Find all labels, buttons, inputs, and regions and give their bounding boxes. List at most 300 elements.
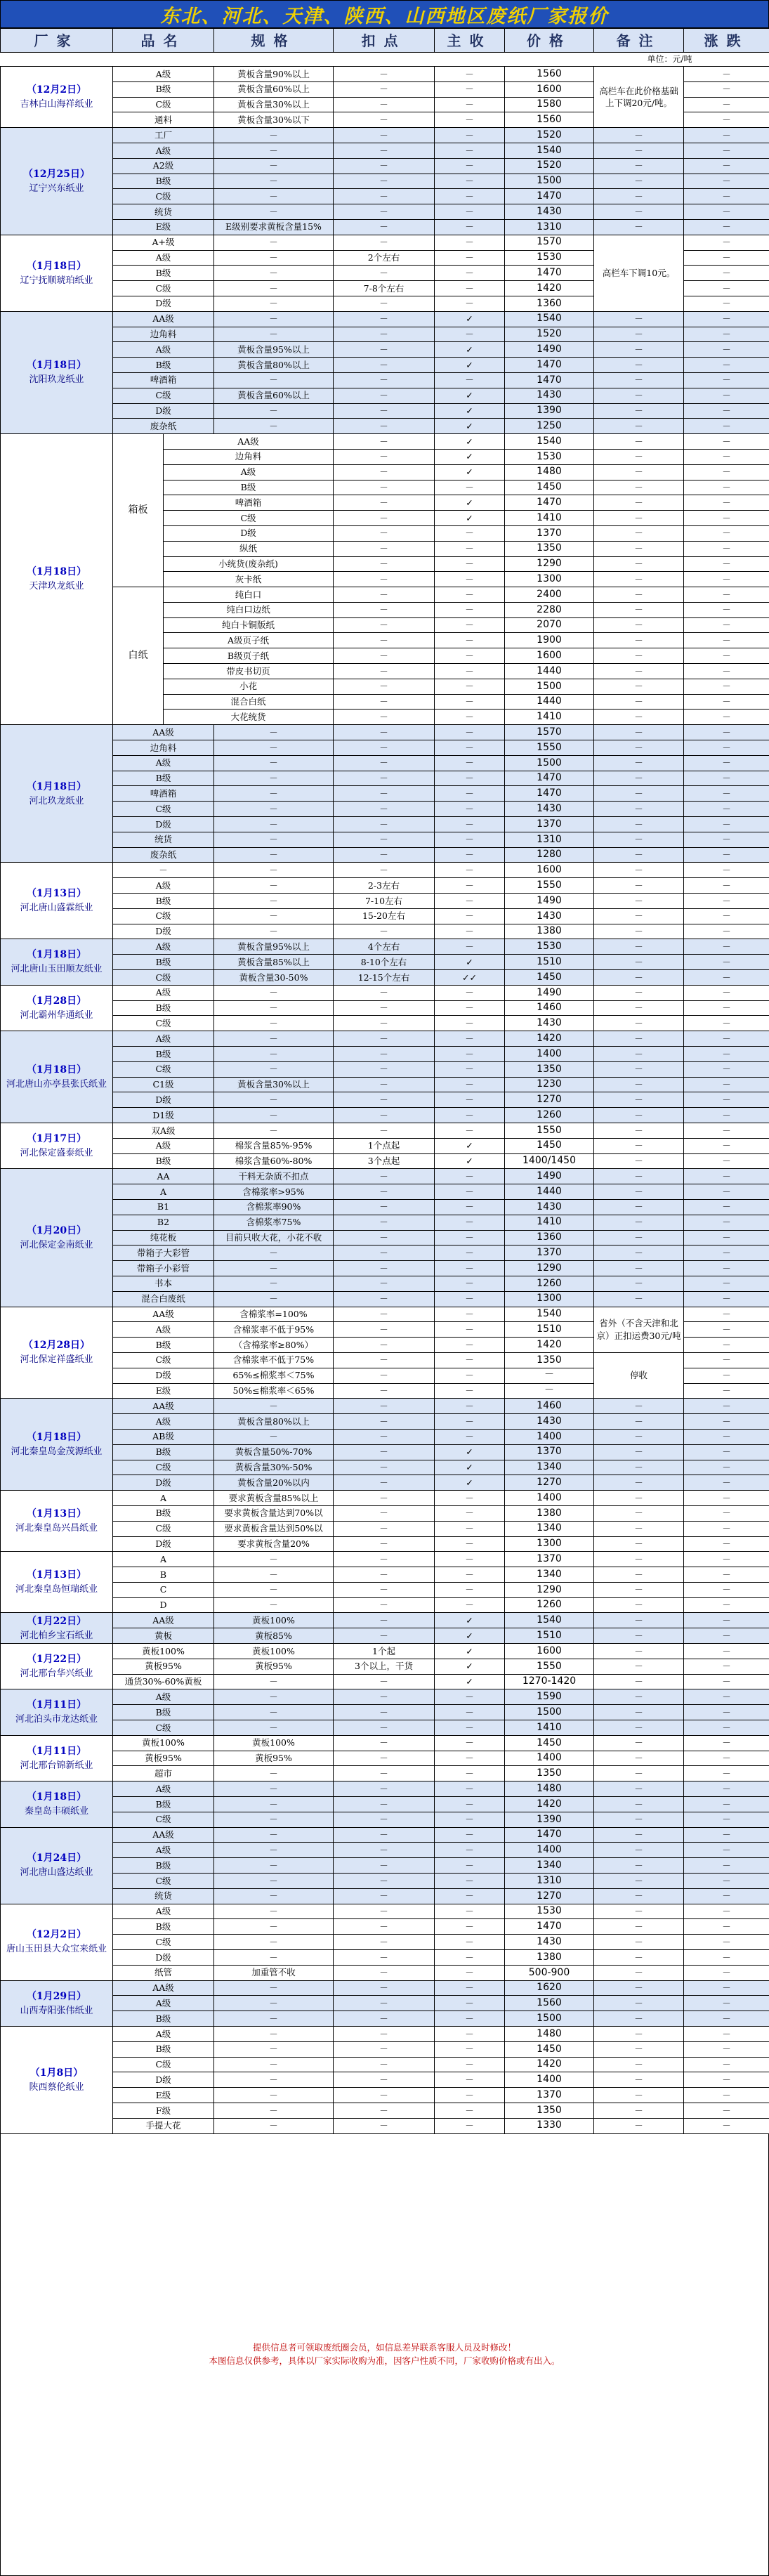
change-cell: － <box>684 1383 769 1399</box>
product-cell: A <box>113 1184 214 1200</box>
price-cell: 1410 <box>505 1720 594 1736</box>
change-cell: － <box>684 1843 769 1858</box>
deduction-cell: － <box>334 1843 435 1858</box>
main-cell: ✓ <box>435 1674 505 1689</box>
main-cell: － <box>435 1108 505 1123</box>
main-cell: － <box>435 939 505 955</box>
product-cell: A级 <box>113 143 214 158</box>
product-cell: A级页子纸 <box>164 633 334 648</box>
deduction-cell: － <box>334 740 435 756</box>
main-cell: － <box>435 1322 505 1338</box>
deduction-cell: － <box>334 1919 435 1935</box>
note-cell: － <box>594 648 684 664</box>
deduction-cell: － <box>334 771 435 786</box>
change-cell: － <box>684 1475 769 1491</box>
note-cell: － <box>594 1444 684 1460</box>
note-cell: － <box>594 1505 684 1521</box>
company-name: 河北保定金南纸业 <box>20 1239 93 1250</box>
product-cell: 黄板100% <box>113 1644 214 1659</box>
note-cell: － <box>594 556 684 572</box>
spec-cell: － <box>214 1061 334 1077</box>
company-cell <box>1 67 113 128</box>
table-row <box>1 817 769 832</box>
price-cell: 1440 <box>505 694 594 710</box>
main-cell: ✓ <box>435 1659 505 1674</box>
deduction-cell: － <box>334 235 435 250</box>
main-cell: ✓ <box>435 1644 505 1659</box>
price-cell: 1290 <box>505 556 594 572</box>
product-cell: F级 <box>113 2103 214 2118</box>
change-cell: － <box>684 1123 769 1138</box>
table-row <box>1 1291 769 1307</box>
deduction-cell: － <box>334 1338 435 1353</box>
change-cell: － <box>684 1215 769 1230</box>
deduction-cell: － <box>334 1950 435 1966</box>
main-cell: ✓ <box>435 311 505 327</box>
spec-cell: 黄板含量50%-70% <box>214 1444 334 1460</box>
spec-cell: － <box>214 2072 334 2088</box>
spec-cell: － <box>214 2088 334 2103</box>
spec-cell: 黄板含量60%以上 <box>214 81 334 97</box>
note-cell: － <box>594 878 684 894</box>
price-cell: 1370 <box>505 525 594 541</box>
deduction-cell: － <box>334 266 435 281</box>
table-row <box>1 740 769 756</box>
change-cell: － <box>684 449 769 464</box>
company-date: （1月18日） <box>26 949 87 961</box>
change-cell: － <box>684 1720 769 1736</box>
deduction-cell: － <box>334 1261 435 1276</box>
table-row <box>1 1307 769 1322</box>
product-cell: A级 <box>113 1031 214 1047</box>
deduction-cell: － <box>334 1322 435 1338</box>
price-cell: 1380 <box>505 1950 594 1966</box>
change-cell: － <box>684 817 769 832</box>
product-cell: A级 <box>113 1138 214 1153</box>
deduction-cell: － <box>334 1552 435 1567</box>
price-cell: 1300 <box>505 572 594 587</box>
table-row <box>1 128 769 143</box>
company-name: 河北唐山亦亭县张氏纸业 <box>6 1078 107 1090</box>
spec-cell: － <box>214 1935 334 1950</box>
product-cell: B级 <box>113 2041 214 2057</box>
product-cell: C级 <box>113 908 214 924</box>
change-cell: － <box>684 495 769 511</box>
change-cell: － <box>684 2118 769 2133</box>
note-cell: － <box>594 143 684 158</box>
note-cell: － <box>594 633 684 648</box>
table-row <box>1 1061 769 1077</box>
table-row <box>1 1460 769 1475</box>
table-row <box>1 786 769 802</box>
note-cell: － <box>594 771 684 786</box>
price-cell: 1480 <box>505 464 594 480</box>
spec-cell: 黄板85% <box>214 1628 334 1644</box>
note-cell: － <box>594 1827 684 1843</box>
change-cell: － <box>684 648 769 664</box>
change-cell: － <box>684 1169 769 1184</box>
deduction-cell: － <box>334 786 435 802</box>
note-cell: － <box>594 755 684 771</box>
deduction-cell: － <box>334 1613 435 1628</box>
note-cell: － <box>594 449 684 464</box>
deduction-cell: － <box>334 1827 435 1843</box>
price-cell: 1560 <box>505 112 594 128</box>
main-cell: － <box>435 266 505 281</box>
spec-cell: 含棉浆率75% <box>214 1215 334 1230</box>
header-product: 品名 <box>113 29 214 53</box>
price-cell: 1470 <box>505 786 594 802</box>
spec-cell: － <box>214 235 334 250</box>
deduction-cell: － <box>334 617 435 633</box>
main-cell: ✓✓ <box>435 970 505 986</box>
main-cell: － <box>435 694 505 710</box>
main-cell: － <box>435 1797 505 1812</box>
price-cell: 1400 <box>505 1491 594 1506</box>
change-cell: － <box>684 311 769 327</box>
table-row <box>1 1536 769 1552</box>
price-cell: 1410 <box>505 710 594 725</box>
note-cell: － <box>594 1521 684 1536</box>
price-cell: 1500 <box>505 755 594 771</box>
change-cell: － <box>684 1827 769 1843</box>
price-cell: 1450 <box>505 1735 594 1751</box>
note-cell: － <box>594 572 684 587</box>
deduction-cell: － <box>334 725 435 740</box>
company-date: （1月18日） <box>26 260 87 272</box>
main-cell: － <box>435 1215 505 1230</box>
spec-cell: 黄板95% <box>214 1751 334 1766</box>
price-cell: 1270 <box>505 1888 594 1904</box>
table-row <box>1 1751 769 1766</box>
table-row <box>1 143 769 158</box>
product-cell: 纯白口 <box>164 587 334 603</box>
main-cell: － <box>435 1016 505 1031</box>
spec-cell: － <box>214 1874 334 1889</box>
product-cell: 黄板 <box>113 1628 214 1644</box>
note-cell: － <box>594 1965 684 1980</box>
change-cell: － <box>684 112 769 128</box>
main-cell: － <box>435 81 505 97</box>
note-cell: － <box>594 1199 684 1215</box>
note-cell: － <box>594 403 684 419</box>
product-cell: 小花 <box>164 679 334 694</box>
footer-line-2: 本图信息仅供参考，具体以厂家实际收购为准，因客户性质不同，厂家收购价格或有出入。 <box>209 2355 560 2366</box>
note-cell: － <box>594 1919 684 1935</box>
spec-cell: － <box>214 174 334 189</box>
main-cell: － <box>435 2072 505 2088</box>
deduction-cell: － <box>334 449 435 464</box>
note-cell: － <box>594 1552 684 1567</box>
note-cell: 高栏车在此价格基础上下调20元/吨。 <box>594 67 684 128</box>
deduction-cell: － <box>334 372 435 388</box>
company-date: （1月11日） <box>26 1699 87 1711</box>
table-row <box>1 189 769 204</box>
table-row <box>1 2088 769 2103</box>
main-cell: － <box>435 2041 505 2057</box>
change-cell: － <box>684 1996 769 2011</box>
main-cell: － <box>435 1521 505 1536</box>
table-row <box>1 1888 769 1904</box>
product-cell: C级 <box>113 388 214 403</box>
table-row <box>1 434 769 450</box>
product-cell: B级 <box>113 2011 214 2027</box>
note-cell: － <box>594 358 684 373</box>
product-cell: C级 <box>113 1874 214 1889</box>
product-cell: A2级 <box>113 158 214 174</box>
deduction-cell: － <box>334 847 435 863</box>
spec-cell: 要求黄板含量85%以上 <box>214 1491 334 1506</box>
price-cell: 1600 <box>505 863 594 878</box>
spec-cell: 含棉浆率90% <box>214 1199 334 1215</box>
price-cell: 1430 <box>505 1414 594 1430</box>
spec-cell: － <box>214 2011 334 2027</box>
deduction-cell: － <box>334 434 435 450</box>
product-cell: C级 <box>113 1352 214 1368</box>
note-cell: － <box>594 464 684 480</box>
price-cell: 1400 <box>505 1429 594 1444</box>
company-date: （12月28日） <box>23 1340 90 1352</box>
spec-cell: － <box>214 128 334 143</box>
change-cell: － <box>684 1245 769 1261</box>
price-cell: 1560 <box>505 67 594 82</box>
deduction-cell: － <box>334 1230 435 1245</box>
change-cell: － <box>684 250 769 266</box>
main-cell: － <box>435 587 505 603</box>
spec-cell: － <box>214 1888 334 1904</box>
change-cell: － <box>684 1047 769 1062</box>
price-cell: 1340 <box>505 1521 594 1536</box>
note-cell: － <box>594 939 684 955</box>
company-cell <box>1 1123 113 1168</box>
product-cell: 书本 <box>113 1276 214 1291</box>
main-cell: － <box>435 1429 505 1444</box>
spec-cell: 黄板含量30%以上 <box>214 1077 334 1092</box>
price-cell: 1290 <box>505 1582 594 1597</box>
product-cell: A级 <box>113 250 214 266</box>
spec-cell: － <box>214 725 334 740</box>
product-group-cell: 箱板 <box>113 434 164 587</box>
deduction-cell: － <box>334 1597 435 1613</box>
main-cell: － <box>435 985 505 1000</box>
change-cell: － <box>684 1781 769 1797</box>
table-row <box>1 419 769 434</box>
main-cell: ✓ <box>435 342 505 358</box>
price-cell: 1550 <box>505 1123 594 1138</box>
product-cell: A+级 <box>113 235 214 250</box>
product-cell: A级 <box>113 1689 214 1705</box>
product-cell: A级 <box>113 985 214 1000</box>
company-cell <box>1 1827 113 1904</box>
change-cell: － <box>684 1184 769 1200</box>
product-cell: 双A级 <box>113 1123 214 1138</box>
deduction-cell: － <box>334 2011 435 2027</box>
spec-cell: 黄板含量80%以上 <box>214 358 334 373</box>
company-cell <box>1 311 113 433</box>
deduction-cell: － <box>334 832 435 847</box>
deduction-cell: － <box>334 1276 435 1291</box>
table-row <box>1 1352 769 1368</box>
deduction-cell: 1个点起 <box>334 1138 435 1153</box>
deduction-cell: － <box>334 1689 435 1705</box>
price-cell: 1410 <box>505 1215 594 1230</box>
header-deduction: 扣点 <box>334 29 435 53</box>
deduction-cell: － <box>334 648 435 664</box>
price-cell: 1570 <box>505 235 594 250</box>
deduction-cell: － <box>334 1000 435 1016</box>
table-row <box>1 1996 769 2011</box>
table-row <box>1 1766 769 1781</box>
main-cell: － <box>435 2088 505 2103</box>
note-cell: － <box>594 1460 684 1475</box>
product-cell: B级 <box>164 480 334 495</box>
note-cell: － <box>594 786 684 802</box>
company-date: （1月13日） <box>26 888 87 900</box>
spec-cell: 黄板100% <box>214 1644 334 1659</box>
note-cell: 高栏车下调10元。 <box>594 235 684 311</box>
main-cell: ✓ <box>435 464 505 480</box>
spec-cell: － <box>214 311 334 327</box>
change-cell: － <box>684 1735 769 1751</box>
table-row <box>1 1215 769 1230</box>
main-cell: － <box>435 1245 505 1261</box>
change-cell: － <box>684 1689 769 1705</box>
product-cell: C级 <box>113 2057 214 2072</box>
price-cell: 1270-1420 <box>505 1674 594 1689</box>
spec-cell: － <box>214 1904 334 1919</box>
note-cell: － <box>594 894 684 909</box>
main-cell: － <box>435 2118 505 2133</box>
deduction-cell: － <box>334 1383 435 1399</box>
product-cell: 小统货(废杂纸) <box>164 556 334 572</box>
product-cell: 带皮书切页 <box>164 664 334 679</box>
product-cell: 废杂纸 <box>113 419 214 434</box>
deduction-cell: 12-15个左右 <box>334 970 435 986</box>
product-cell: 纸管 <box>113 1965 214 1980</box>
price-cell: 1510 <box>505 955 594 970</box>
company-name: 辽宁抚顺琥珀纸业 <box>20 275 93 286</box>
deduction-cell: － <box>334 1307 435 1322</box>
change-cell: － <box>684 1597 769 1613</box>
change-cell: － <box>684 1230 769 1245</box>
change-cell: － <box>684 832 769 847</box>
spec-cell: 黄板含量95%以上 <box>214 939 334 955</box>
note-cell: － <box>594 1582 684 1597</box>
main-cell: － <box>435 1368 505 1383</box>
price-cell: 1430 <box>505 908 594 924</box>
company-name: 河北保定祥盛纸业 <box>20 1354 93 1366</box>
table-row <box>1 1644 769 1659</box>
price-cell: 1570 <box>505 725 594 740</box>
product-cell: D级 <box>113 403 214 419</box>
change-cell: － <box>684 296 769 311</box>
product-cell: B级 <box>113 955 214 970</box>
company-name: 秦皇岛丰硕纸业 <box>24 1806 88 1817</box>
main-cell: － <box>435 2103 505 2118</box>
deduction-cell: － <box>334 1475 435 1491</box>
deduction-cell: － <box>334 327 435 342</box>
price-cell: 1600 <box>505 81 594 97</box>
note-cell: － <box>594 219 684 235</box>
change-cell: － <box>684 556 769 572</box>
company-date: （1月18日） <box>26 780 87 792</box>
main-cell: － <box>435 372 505 388</box>
price-cell: 1260 <box>505 1276 594 1291</box>
change-cell: － <box>684 281 769 296</box>
table-row <box>1 1935 769 1950</box>
company-cell <box>1 1169 113 1307</box>
main-cell: － <box>435 1996 505 2011</box>
table-row <box>1 1613 769 1628</box>
table-row <box>1 2011 769 2027</box>
deduction-cell: － <box>334 1108 435 1123</box>
price-cell: 1380 <box>505 1505 594 1521</box>
company-date: （1月13日） <box>26 1508 87 1519</box>
change-cell: － <box>684 1766 769 1781</box>
note-cell: － <box>594 419 684 434</box>
spec-cell: － <box>214 1980 334 1996</box>
spec-cell: － <box>214 403 334 419</box>
spec-cell: 含棉浆率=100% <box>214 1307 334 1322</box>
product-cell: B1 <box>113 1199 214 1215</box>
note-cell: － <box>594 1674 684 1689</box>
main-cell: － <box>435 296 505 311</box>
product-cell: A级 <box>113 1996 214 2011</box>
product-cell: B级 <box>113 1000 214 1016</box>
price-cell: 1420 <box>505 1797 594 1812</box>
change-cell: － <box>684 740 769 756</box>
company-cell <box>1 1781 113 1827</box>
company-name: 天津玖龙纸业 <box>29 581 84 592</box>
main-cell: － <box>435 894 505 909</box>
company-name: 吉林白山海祥纸业 <box>20 98 93 110</box>
main-cell: － <box>435 219 505 235</box>
price-cell: 1500 <box>505 2011 594 2027</box>
company-date: （12月25日） <box>23 168 90 180</box>
product-cell: D级 <box>113 1475 214 1491</box>
table-row <box>1 1552 769 1567</box>
header-spec: 规格 <box>214 29 334 53</box>
product-cell: AA级 <box>113 1827 214 1843</box>
deduction-cell: － <box>334 1812 435 1827</box>
price-cell: 1450 <box>505 970 594 986</box>
price-cell: 2400 <box>505 587 594 603</box>
spec-cell: － <box>214 419 334 434</box>
price-cell: 1270 <box>505 1475 594 1491</box>
main-cell: ✓ <box>435 1613 505 1628</box>
note-cell: － <box>594 1996 684 2011</box>
deduction-cell: － <box>334 1735 435 1751</box>
spec-cell: 棉浆含量85%-95% <box>214 1138 334 1153</box>
price-cell: 1440 <box>505 664 594 679</box>
spec-cell: － <box>214 1552 334 1567</box>
table-row <box>1 970 769 986</box>
main-cell: ✓ <box>435 1153 505 1169</box>
table-row <box>1 403 769 419</box>
product-cell: D级 <box>113 2072 214 2088</box>
change-cell: － <box>684 1307 769 1322</box>
deduction-cell: － <box>334 2118 435 2133</box>
change-cell: － <box>684 847 769 863</box>
note-cell: － <box>594 1108 684 1123</box>
note-cell: － <box>594 2072 684 2088</box>
note-cell: － <box>594 924 684 939</box>
price-cell: 1470 <box>505 189 594 204</box>
note-cell: － <box>594 1797 684 1812</box>
spec-cell: － <box>214 1123 334 1138</box>
change-cell: － <box>684 572 769 587</box>
company-name: 河北秦皇岛兴昌纸业 <box>15 1522 98 1534</box>
